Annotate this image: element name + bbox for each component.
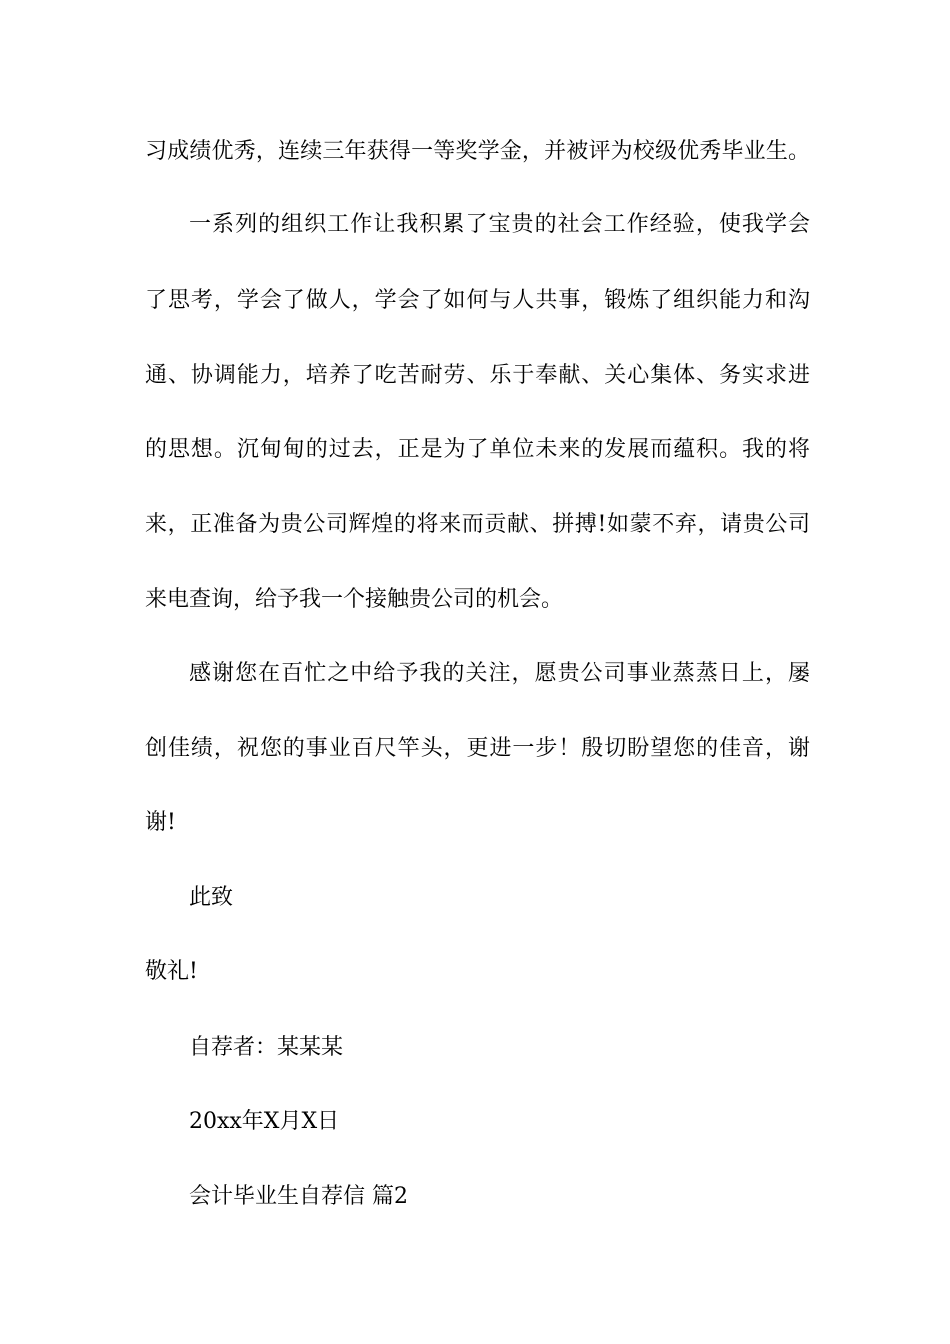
paragraph-line: 习成绩优秀，连续三年获得一等奖学金，并被评为校级优秀毕业生。 — [145, 139, 810, 164]
paragraph-line: 谢! — [145, 810, 176, 835]
paragraph-line: 的思想。沉甸甸的过去，正是为了单位未来的发展而蕴积。我的将 — [145, 437, 810, 462]
paragraph-line: 来电查询，给予我一个接触贵公司的机会。 — [145, 587, 564, 612]
date-line: 20xx年X月X日 — [189, 1109, 340, 1134]
section-heading: 会计毕业生自荐信 篇2 — [189, 1184, 408, 1209]
signature-line: 自荐者：某某某 — [189, 1035, 344, 1060]
closing-regards: 敬礼! — [145, 959, 198, 984]
closing-salutation: 此致 — [189, 885, 234, 910]
paragraph-line: 来，正准备为贵公司辉煌的将来而贡献、拼搏!如蒙不弃，请贵公司 — [145, 512, 810, 537]
paragraph-line: 感谢您在百忙之中给予我的关注，愿贵公司事业蒸蒸日上，屡 — [189, 661, 810, 686]
paragraph-line: 了思考，学会了做人，学会了如何与人共事，锻炼了组织能力和沟 — [145, 288, 810, 313]
paragraph-line: 创佳绩，祝您的事业百尺竿头，更进一步！殷切盼望您的佳音，谢 — [145, 736, 810, 761]
paragraph-line: 一系列的组织工作让我积累了宝贵的社会工作经验，使我学会 — [189, 212, 810, 237]
paragraph-line: 通、协调能力，培养了吃苦耐劳、乐于奉献、关心集体、务实求进 — [145, 363, 810, 388]
